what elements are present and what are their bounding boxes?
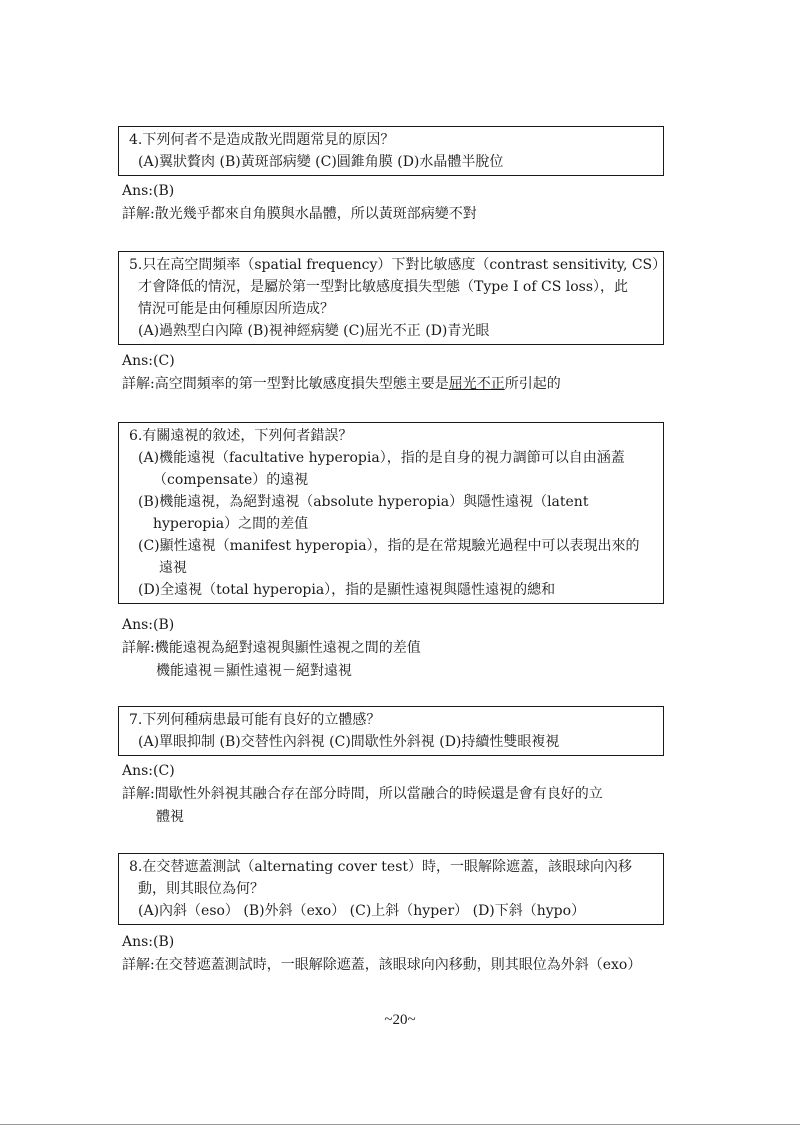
question-7-options: (A)單眼抑制 (B)交替性內斜視 (C)間歇性外斜視 (D)持續性雙眼複視 xyxy=(138,734,560,750)
question-5-box xyxy=(118,251,667,345)
explanation-prefix: 詳解:高空間頻率的第一型對比敏感度損失型態主要是 xyxy=(122,376,449,392)
question-7-answer: Ans:(C) xyxy=(122,763,175,779)
explanation-suffix: 所引起的 xyxy=(504,376,561,392)
question-4-answer: Ans:(B) xyxy=(122,183,175,199)
explanation-line-cont: 體視 xyxy=(156,809,184,825)
question-8-stem-line-1: 8.在交替遮蓋測試（alternating cover test）時，一眼解除遮蓋，該眼球向內移 xyxy=(129,859,633,875)
question-5-explanation xyxy=(122,373,561,396)
question-5-stem-line-2: 才會降低的情況，是屬於第一型對比敏感度損失型態（Type I of CS loss），此 xyxy=(138,279,629,295)
question-7-box xyxy=(118,706,664,756)
question-5-answer: Ans:(C) xyxy=(122,353,175,369)
explanation-line: 詳解:散光幾乎都來自角膜與水晶體，所以黃斑部病變不對 xyxy=(122,206,477,222)
question-6-option-b: (B)機能遠視，為絕對遠視（absolute hyperopia）與隱性遠視（latent xyxy=(138,494,589,510)
question-6-stem: 6.有關遠視的敘述，下列何者錯誤？ xyxy=(129,428,353,444)
explanation-line: 詳解:機能遠視為絕對遠視與顯性遠視之間的差值 xyxy=(122,640,421,656)
explanation-formula: 機能遠視＝顯性遠視－絕對遠視 xyxy=(156,663,352,679)
question-4-stem: 4.下列何者不是造成散光問題常見的原因？ xyxy=(129,132,395,148)
question-6-option-b-cont: hyperopia）之間的差值 xyxy=(153,516,309,532)
question-8-stem-line-2: 動，則其眼位為何？ xyxy=(138,881,264,897)
question-8-options: (A)內斜（eso） (B)外斜（exo） (C)上斜（hyper） (D)下斜（hypo） xyxy=(138,903,586,919)
question-5-options: (A)過熟型白內障 (B)視神經病變 (C)屈光不正 (D)青光眼 xyxy=(138,323,490,339)
question-4-options: (A)翼狀贅肉 (B)黃斑部病變 (C)圓錐角膜 (D)水晶體半脫位 xyxy=(138,154,504,170)
question-6-option-a-cont: （compensate）的遠視 xyxy=(153,472,309,488)
question-4-explanation xyxy=(122,203,477,226)
question-8-answer: Ans:(B) xyxy=(122,934,175,950)
question-4-box xyxy=(118,126,664,176)
explanation-line: 詳解:間歇性外斜視其融合存在部分時間，所以當融合的時候還是會有良好的立 xyxy=(122,786,603,802)
question-6-option-d: (D)全遠視（total hyperopia），指的是顯性遠視與隱性遠視的總和 xyxy=(138,582,556,598)
question-6-option-c: (C)顯性遠視（manifest hyperopia），指的是在常規驗光過程中可以表現出來的 xyxy=(138,538,640,554)
question-6-box xyxy=(118,422,664,604)
question-6-option-a: (A)機能遠視（facultative hyperopia），指的是自身的視力調節可以自由涵蓋 xyxy=(138,450,625,466)
question-6-explanation xyxy=(122,637,421,683)
explanation-underlined-term: 屈光不正 xyxy=(448,376,505,392)
question-6-option-c-cont: 遠視 xyxy=(159,560,187,576)
question-5-stem-line-1: 5.只在高空間頻率（spatial frequency）下對比敏感度（contrast sensitivity, CS） xyxy=(129,257,667,273)
question-6-answer: Ans:(B) xyxy=(122,617,175,633)
question-7-stem: 7.下列何種病患最可能有良好的立體感？ xyxy=(129,712,381,728)
page-bottom-rule xyxy=(0,1124,800,1125)
page-number: ~20~ xyxy=(384,1012,416,1028)
question-8-explanation xyxy=(122,954,641,977)
explanation-line: 詳解:在交替遮蓋測試時，一眼解除遮蓋，該眼球向內移動，則其眼位為外斜（exo） xyxy=(122,957,642,973)
question-5-stem-line-3: 情況可能是由何種原因所造成？ xyxy=(138,301,334,317)
question-7-explanation xyxy=(122,783,603,829)
question-8-box xyxy=(118,853,664,925)
